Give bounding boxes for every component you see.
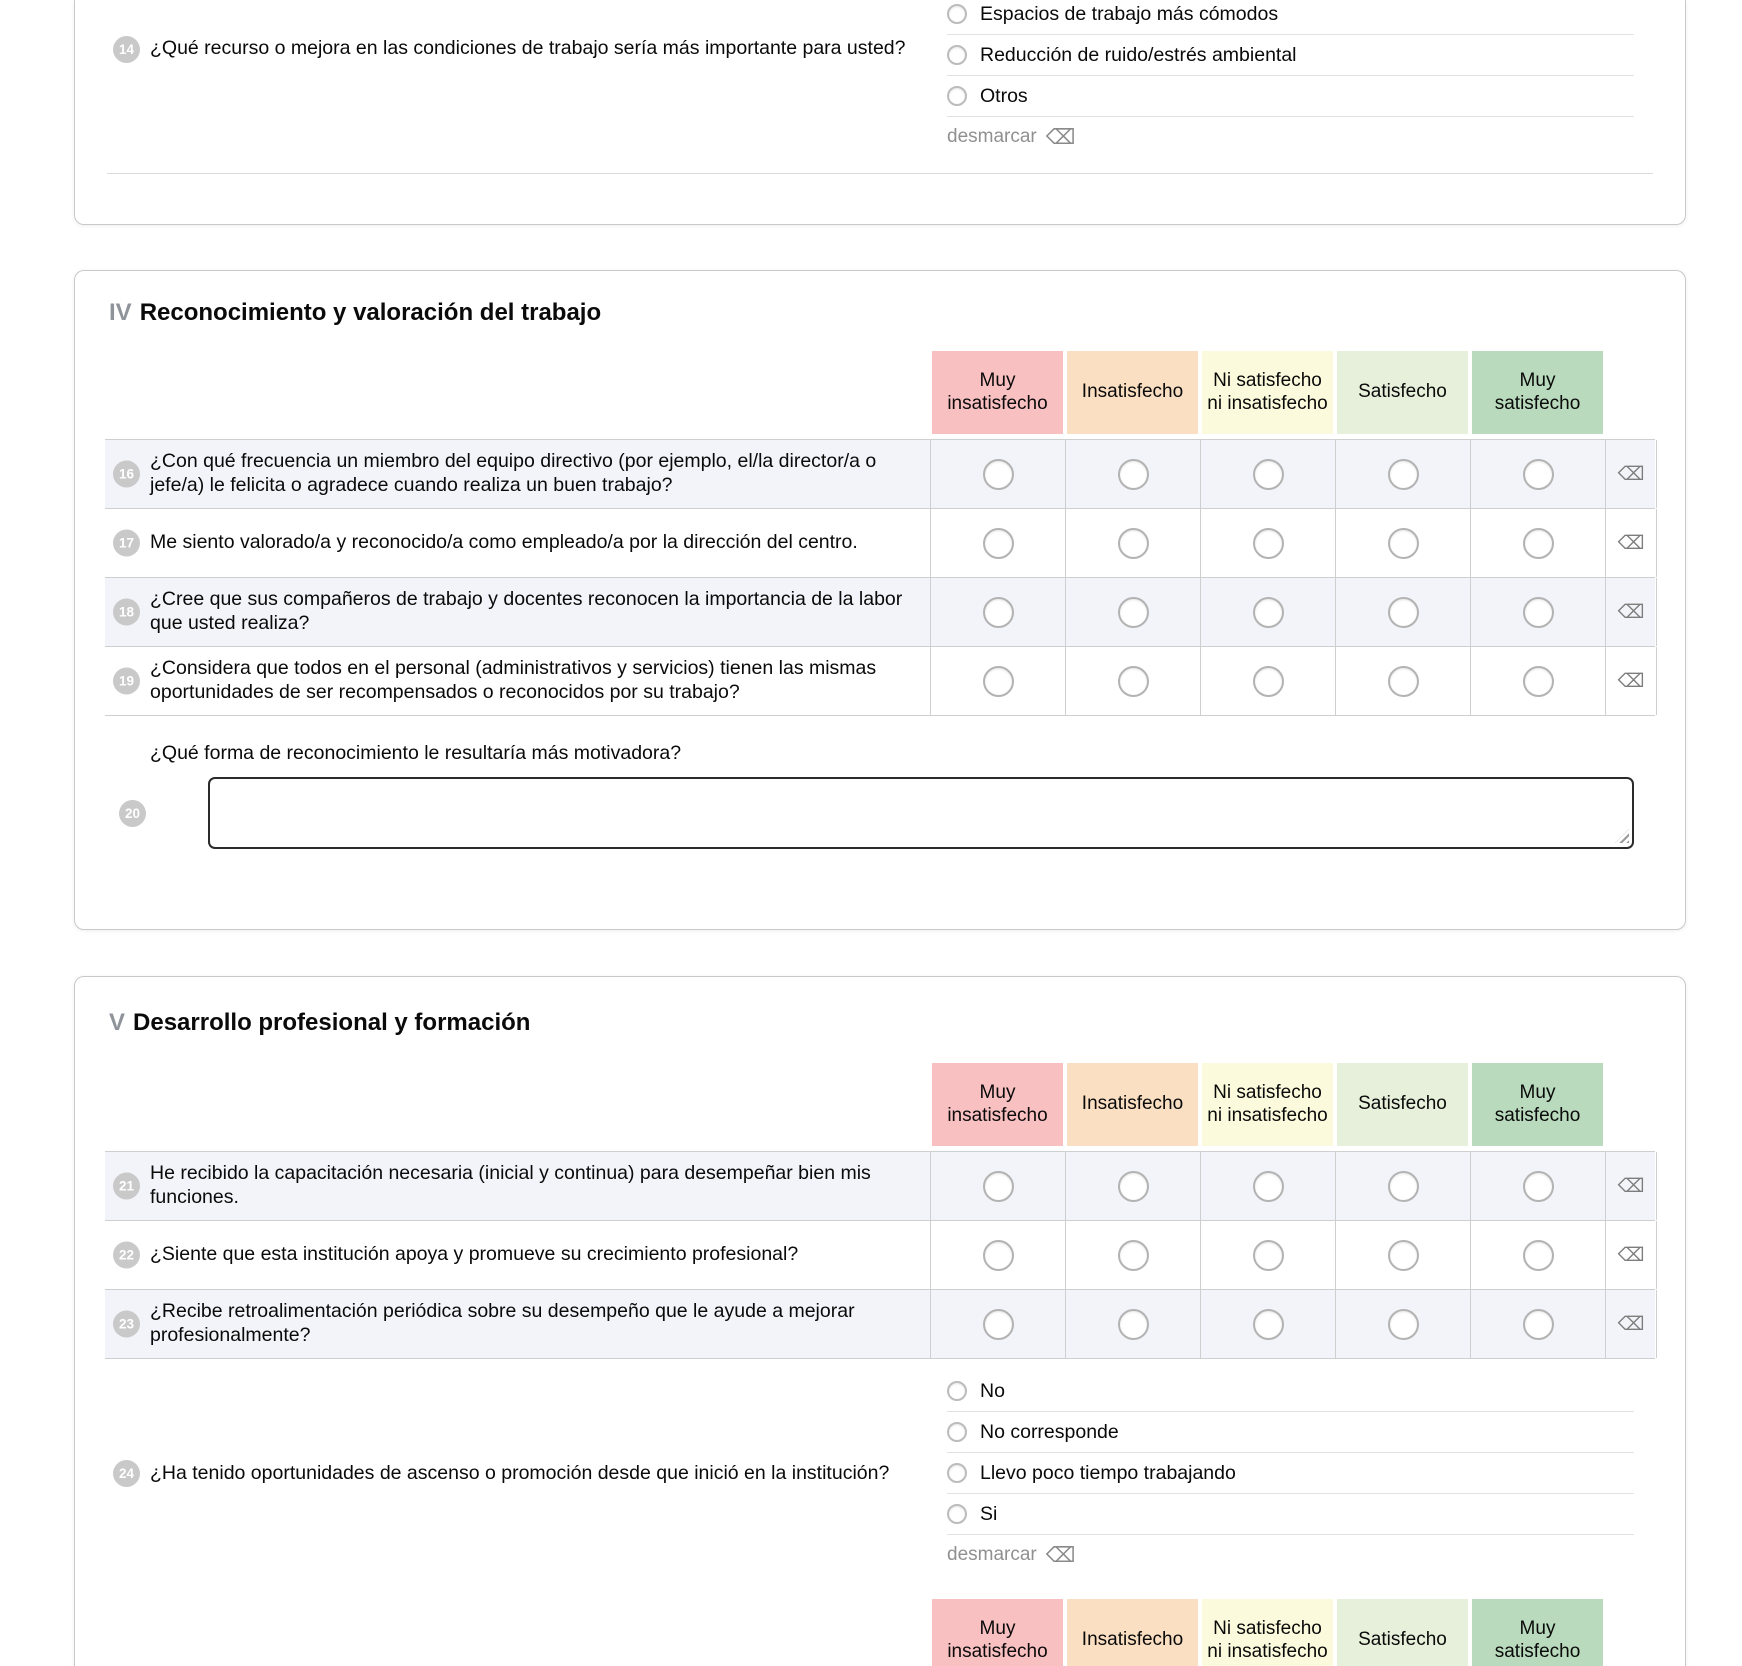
scale-header-satisfecho: Satisfecho	[1337, 351, 1468, 434]
radio-icon[interactable]	[947, 1422, 967, 1442]
question-cell	[105, 1221, 930, 1289]
clear-label: desmarcar	[947, 1544, 1037, 1565]
radio-icon[interactable]	[983, 459, 1014, 490]
question-14-cell	[113, 0, 947, 157]
question-text: He recibido la capacitación necesaria (inicial y continua) para desempeñar bien mis funciones.	[150, 1162, 871, 1208]
question-cell	[105, 647, 930, 715]
radio-icon[interactable]	[1253, 1171, 1284, 1202]
row-clear-cell	[1605, 1221, 1657, 1289]
question-20-block	[105, 742, 1655, 849]
option-espacios[interactable]	[947, 0, 1634, 35]
answer-cell	[1470, 647, 1605, 715]
matrix-row-23	[105, 1289, 1655, 1359]
radio-icon[interactable]	[1253, 666, 1284, 697]
question-number-badge: 21	[113, 1173, 140, 1200]
question-number-badge: 22	[113, 1242, 140, 1269]
answer-cell	[930, 1221, 1065, 1289]
answer-cell	[1470, 509, 1605, 577]
radio-icon[interactable]	[1118, 528, 1149, 559]
radio-icon[interactable]	[1253, 597, 1284, 628]
radio-icon[interactable]	[1118, 666, 1149, 697]
question-number-badge: 18	[113, 599, 140, 626]
answer-cell	[1065, 440, 1200, 508]
header-spacer	[105, 1063, 930, 1146]
scale-header-muy-insatisfecho: Muy insatisfecho	[932, 1063, 1063, 1146]
answer-cell	[1335, 647, 1470, 715]
answer-cell	[930, 1290, 1065, 1358]
radio-icon[interactable]	[1523, 1240, 1554, 1271]
scale-header-satisfecho: Satisfecho	[1337, 1063, 1468, 1146]
radio-icon[interactable]	[1523, 1171, 1554, 1202]
answer-cell	[1200, 440, 1335, 508]
answer-cell	[1200, 578, 1335, 646]
answer-cell	[930, 578, 1065, 646]
radio-icon[interactable]	[983, 597, 1014, 628]
section-roman-numeral: V	[109, 1009, 126, 1036]
satisfaction-matrix	[105, 351, 1655, 716]
scale-header	[105, 351, 1655, 434]
scale-header-muy-insatisfecho: Muy insatisfecho	[932, 351, 1063, 434]
answer-cell	[1335, 1152, 1470, 1220]
satisfaction-matrix	[105, 1599, 1655, 1666]
backspace-icon: ⌫	[1045, 125, 1076, 149]
option-label: Reducción de ruido/estrés ambiental	[980, 43, 1297, 66]
option-label: No	[980, 1379, 1005, 1402]
scale-header	[105, 1599, 1655, 1666]
radio-icon[interactable]	[1253, 459, 1284, 490]
question-14-row	[75, 0, 1685, 157]
row-clear-cell	[1605, 1290, 1657, 1358]
radio-icon[interactable]	[947, 1463, 967, 1483]
radio-icon[interactable]	[947, 86, 967, 106]
scale-header-insatisfecho: Insatisfecho	[1067, 1599, 1198, 1666]
question-14-panel	[74, 0, 1686, 225]
scale-header-muy-satisfecho: Muy satisfecho	[1472, 1599, 1603, 1666]
answer-cell	[1200, 1221, 1335, 1289]
matrix-row-16	[105, 439, 1655, 508]
question-24-cell	[113, 1371, 947, 1575]
option-reduccion-ruido[interactable]	[947, 35, 1634, 76]
question-text: ¿Recibe retroalimentación periódica sobre su desempeño que le ayude a mejorar profesionalmente?	[150, 1300, 855, 1346]
clear-label: desmarcar	[947, 126, 1037, 147]
scale-header	[105, 1063, 1655, 1146]
radio-icon[interactable]	[1388, 528, 1419, 559]
answer-cell	[1200, 647, 1335, 715]
radio-icon[interactable]	[983, 528, 1014, 559]
question-24-options	[947, 1371, 1634, 1575]
answer-cell	[1065, 578, 1200, 646]
radio-icon[interactable]	[1253, 1309, 1284, 1340]
section-title-text: Desarrollo profesional y formación	[133, 1009, 531, 1036]
answer-cell	[1335, 509, 1470, 577]
radio-icon[interactable]	[983, 1240, 1014, 1271]
radio-icon[interactable]	[1388, 459, 1419, 490]
option-label: No corresponde	[980, 1420, 1119, 1443]
scale-header-neutral: Ni satisfecho ni insatisfecho	[1202, 1063, 1333, 1146]
clear-row-icon[interactable]: ⌫	[1617, 1175, 1645, 1197]
radio-icon[interactable]	[1118, 459, 1149, 490]
scale-header-muy-satisfecho: Muy satisfecho	[1472, 351, 1603, 434]
section-roman-numeral: IV	[109, 299, 132, 326]
scale-header-neutral: Ni satisfecho ni insatisfecho	[1202, 351, 1333, 434]
question-number-badge: 20	[119, 800, 146, 827]
question-number-badge: 24	[113, 1460, 140, 1487]
radio-icon[interactable]	[1253, 1240, 1284, 1271]
radio-icon[interactable]	[1523, 1309, 1554, 1340]
satisfaction-matrix	[105, 1063, 1655, 1359]
question-number-badge: 16	[113, 461, 140, 488]
matrix-row-21	[105, 1151, 1655, 1220]
question-cell	[105, 1152, 930, 1220]
question-cell	[105, 509, 930, 577]
row-clear-cell	[1605, 1152, 1657, 1220]
radio-icon[interactable]	[983, 666, 1014, 697]
backspace-icon: ⌫	[1045, 1543, 1076, 1567]
question-cell	[105, 1290, 930, 1358]
answer-cell	[1335, 578, 1470, 646]
question-text: ¿Siente que esta institución apoya y promueve su crecimiento profesional?	[150, 1243, 799, 1266]
question-text: ¿Con qué frecuencia un miembro del equipo directivo (por ejemplo, el/la director/a o jefe/a) le felicita o agradece cuando realiza un buen trabajo?	[150, 450, 877, 496]
scale-header-insatisfecho: Insatisfecho	[1067, 1063, 1198, 1146]
answer-cell	[1470, 1221, 1605, 1289]
clear-row-icon[interactable]: ⌫	[1617, 1313, 1645, 1335]
header-clear-spacer	[1605, 1063, 1657, 1146]
answer-cell	[1200, 509, 1335, 577]
question-text: ¿Cree que sus compañeros de trabajo y docentes reconocen la importancia de la labor que usted realiza?	[150, 588, 903, 634]
question-number-badge: 17	[113, 530, 140, 557]
clear-row-icon[interactable]: ⌫	[1617, 1244, 1645, 1266]
radio-icon[interactable]	[947, 4, 967, 24]
radio-icon[interactable]	[1253, 528, 1284, 559]
clear-selection-link[interactable]	[947, 1535, 1634, 1575]
section-iv-panel	[74, 270, 1686, 930]
row-clear-cell	[1605, 440, 1657, 508]
answer-cell	[1065, 1290, 1200, 1358]
scale-header-insatisfecho: Insatisfecho	[1067, 351, 1198, 434]
question-number-badge: 23	[113, 1311, 140, 1338]
radio-icon[interactable]	[1388, 1309, 1419, 1340]
answer-cell	[930, 509, 1065, 577]
matrix-row-18	[105, 577, 1655, 646]
radio-icon[interactable]	[1118, 1240, 1149, 1271]
answer-cell	[930, 647, 1065, 715]
section-title	[109, 299, 1655, 327]
radio-icon[interactable]	[1523, 528, 1554, 559]
question-text: ¿Considera que todos en el personal (administrativos y servicios) tienen las mismas oportunidades de ser recompensados o reconocidos por su trabajo?	[150, 657, 877, 703]
section-v-panel	[74, 976, 1686, 1666]
radio-icon[interactable]	[1118, 597, 1149, 628]
question-cell	[105, 440, 930, 508]
answer-cell	[1065, 509, 1200, 577]
header-spacer	[105, 351, 930, 434]
radio-icon[interactable]	[1523, 597, 1554, 628]
radio-icon[interactable]	[1118, 1309, 1149, 1340]
scale-header-muy-satisfecho: Muy satisfecho	[1472, 1063, 1603, 1146]
option-llevo-poco-tiempo[interactable]	[947, 1453, 1634, 1494]
option-label: Otros	[980, 84, 1028, 107]
section-title	[109, 1009, 1655, 1037]
question-20-textarea[interactable]	[208, 777, 1634, 849]
matrix-row-17	[105, 508, 1655, 577]
radio-icon[interactable]	[947, 45, 967, 65]
answer-cell	[1335, 1290, 1470, 1358]
answer-cell	[1065, 647, 1200, 715]
question-14-options	[947, 0, 1634, 157]
answer-cell	[1335, 1221, 1470, 1289]
option-si[interactable]	[947, 1494, 1634, 1535]
header-clear-spacer	[1605, 351, 1657, 434]
matrix-row-22	[105, 1220, 1655, 1289]
clear-row-icon[interactable]: ⌫	[1617, 601, 1645, 623]
answer-cell	[1470, 440, 1605, 508]
answer-cell	[1200, 1290, 1335, 1358]
radio-icon[interactable]	[983, 1171, 1014, 1202]
section-title-text: Reconocimiento y valoración del trabajo	[139, 299, 602, 326]
clear-row-icon[interactable]: ⌫	[1617, 670, 1645, 692]
answer-cell	[1200, 1152, 1335, 1220]
radio-icon[interactable]	[1388, 1171, 1419, 1202]
row-clear-cell	[1605, 509, 1657, 577]
question-cell	[105, 578, 930, 646]
answer-cell	[1335, 440, 1470, 508]
matrix-row-19	[105, 646, 1655, 716]
option-label: Espacios de trabajo más cómodos	[980, 2, 1279, 25]
answer-cell	[1470, 1290, 1605, 1358]
scale-header-muy-insatisfecho: Muy insatisfecho	[932, 1599, 1063, 1666]
radio-icon[interactable]	[947, 1504, 967, 1524]
option-no-corresponde[interactable]	[947, 1412, 1634, 1453]
answer-cell	[1470, 1152, 1605, 1220]
answer-cell	[1470, 578, 1605, 646]
radio-icon[interactable]	[1523, 666, 1554, 697]
option-label: Llevo poco tiempo trabajando	[980, 1461, 1236, 1484]
row-clear-cell	[1605, 647, 1657, 715]
clear-selection-link[interactable]	[947, 117, 1634, 157]
answer-cell	[930, 1152, 1065, 1220]
option-label: Si	[980, 1502, 998, 1525]
radio-icon[interactable]	[1388, 666, 1419, 697]
row-clear-cell	[1605, 578, 1657, 646]
option-otros[interactable]	[947, 76, 1634, 117]
question-20-label: ¿Qué forma de reconocimiento le resultaría más motivadora?	[150, 742, 682, 764]
clear-row-icon[interactable]: ⌫	[1617, 463, 1645, 485]
answer-cell	[1065, 1152, 1200, 1220]
option-no[interactable]	[947, 1371, 1634, 1412]
radio-icon[interactable]	[1388, 1240, 1419, 1271]
scale-header-neutral: Ni satisfecho ni insatisfecho	[1202, 1599, 1333, 1666]
question-text: Me siento valorado/a y reconocido/a como empleado/a por la dirección del centro.	[150, 531, 858, 554]
question-24-row	[105, 1359, 1655, 1575]
radio-icon[interactable]	[947, 1381, 967, 1401]
answer-cell	[1065, 1221, 1200, 1289]
radio-icon[interactable]	[1118, 1171, 1149, 1202]
radio-icon[interactable]	[1523, 459, 1554, 490]
question-number-badge: 19	[113, 668, 140, 695]
answer-cell	[930, 440, 1065, 508]
header-spacer	[105, 1599, 930, 1666]
radio-icon[interactable]	[1388, 597, 1419, 628]
question-text: ¿Ha tenido oportunidades de ascenso o promoción desde que inició en la institución?	[150, 1461, 890, 1484]
header-clear-spacer	[1605, 1599, 1657, 1666]
scale-header-satisfecho: Satisfecho	[1337, 1599, 1468, 1666]
radio-icon[interactable]	[983, 1309, 1014, 1340]
clear-row-icon[interactable]: ⌫	[1617, 532, 1645, 554]
question-text: ¿Qué recurso o mejora en las condiciones de trabajo sería más importante para usted?	[150, 37, 906, 59]
question-number-badge: 14	[113, 36, 140, 63]
